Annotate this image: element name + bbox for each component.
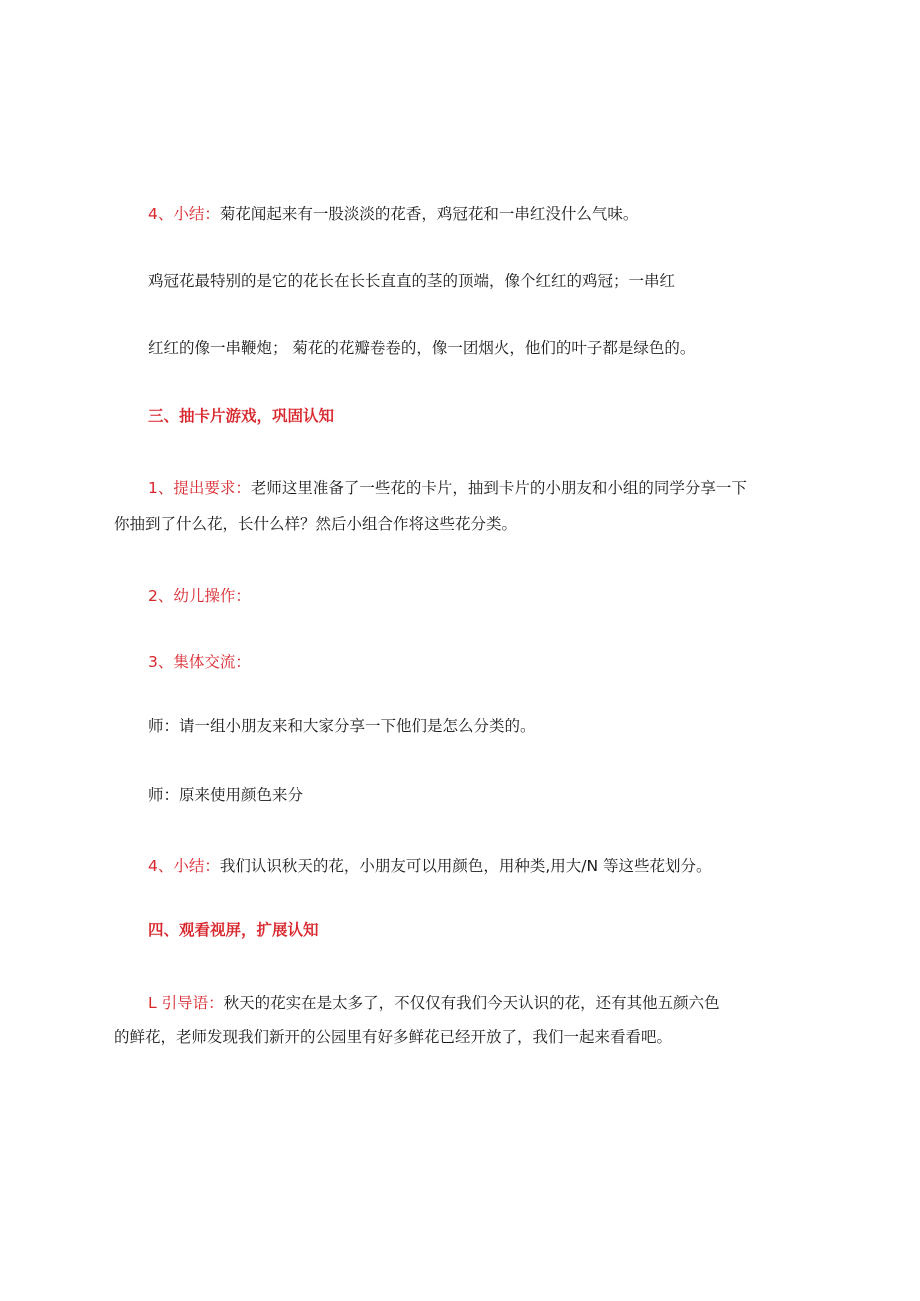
requirement-label: 1、提出要求：: [148, 479, 251, 497]
guide-text: 秋天的花实在是太多了，不仅仅有我们今天认识的花，还有其他五颜六色: [223, 994, 720, 1012]
guide-continuation: 的鲜花，老师发现我们新开的公园里有好多鲜花已经开放了，我们一起来看看吧。: [114, 1028, 673, 1046]
summary-paragraph-2: [148, 856, 712, 876]
description-line-2: 红红的像一串鞭炮； 菊花的花瓣卷卷的，像一团烟火，他们的叶子都是绿色的。: [148, 339, 696, 357]
summary-label-1: 4、小结：: [148, 205, 220, 223]
summary-label-2: 4、小结：: [148, 857, 220, 875]
teacher-line-1: 师：请一组小朋友来和大家分享一下他们是怎么分类的。: [148, 717, 536, 735]
summary-paragraph-1: [148, 204, 638, 224]
teacher-line-2: 师：原来使用颜色来分: [148, 786, 304, 804]
description-line-1: 鸡冠花最特别的是它的花长在长长直直的茎的顶端，像个红红的鸡冠；一串红: [148, 272, 676, 290]
requirement-text: 老师这里准备了一些花的卡片，抽到卡片的小朋友和小组的同学分享一下: [250, 479, 747, 497]
section-heading-3: 三、抽卡片游戏，巩固认知: [148, 407, 335, 425]
requirement-paragraph: [148, 478, 747, 498]
requirement-continuation: 你抽到了什么花，长什么样？然后小组合作将这些花分类。: [114, 515, 518, 533]
exchange-label: 3、集体交流：: [148, 653, 251, 671]
summary-text-1: 菊花闻起来有一股淡淡的花香，鸡冠花和一串红没什么气味。: [219, 205, 639, 223]
operation-label: 2、幼儿操作：: [148, 587, 251, 605]
guide-label: L 引导语：: [148, 994, 224, 1012]
guide-paragraph: [148, 993, 720, 1013]
section-heading-4: 四、观看视屏，扩展认知: [148, 921, 319, 939]
summary-text-2: 我们认识秋天的花，小朋友可以用颜色，用种类,用大/N 等这些花划分。: [219, 857, 712, 875]
